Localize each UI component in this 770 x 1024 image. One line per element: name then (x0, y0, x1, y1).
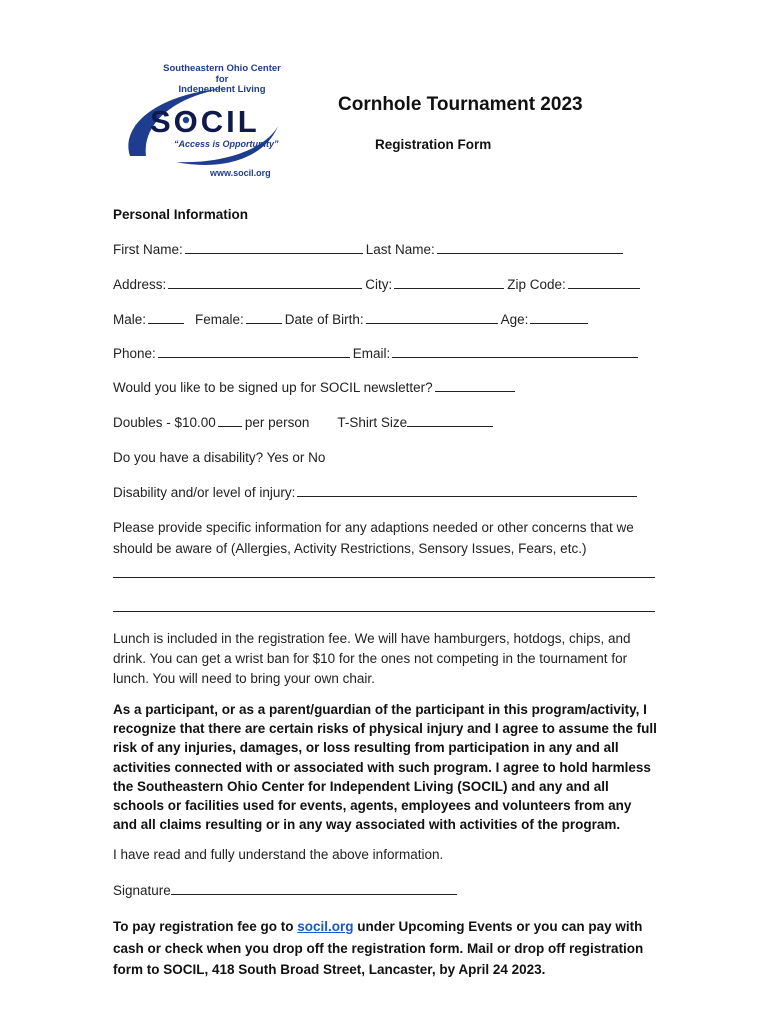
address-field[interactable] (168, 276, 362, 289)
socil-logo (116, 64, 282, 184)
zip-field[interactable] (568, 276, 640, 289)
city-field[interactable] (394, 276, 504, 289)
age-label: Age: (500, 312, 529, 327)
liability-waiver: As a participant, or as a parent/guardian of the participant in this program/activity, I recognize that there are certain risks of physical injury and I agree to assume the full risk of any injuries, damages, or loss resulting from participation in any and all activities connected with or associated with such program. I agree to hold harmless the Southeastern Ohio Center for Independent Living (SOCIL) and any and all schools or facilities used for events, agents, employees and volunteers from any and all claims resulting or in any way associated with activities of the program. (113, 702, 657, 833)
phone-field[interactable] (158, 345, 350, 358)
logo-org-line-3: Independent Living (178, 84, 266, 95)
first-name-label: First Name: (113, 242, 183, 257)
adaptions-answer-line-1[interactable] (113, 577, 655, 578)
first-name-field[interactable] (185, 241, 363, 254)
tshirt-label: T-Shirt Size (337, 415, 408, 430)
dob-field[interactable] (366, 311, 498, 324)
male-label: Male: (113, 312, 147, 327)
logo-org-line-2: for (215, 73, 229, 85)
logo-org-line-1: Southeastern Ohio Center (163, 63, 281, 74)
adaptions-answer-line-2[interactable] (113, 611, 655, 612)
signature-row (113, 882, 460, 898)
email-field[interactable] (392, 345, 638, 358)
signature-label: Signature (113, 883, 171, 898)
age-field[interactable] (530, 311, 588, 324)
last-name-field[interactable] (437, 241, 623, 254)
logo-wordmark: SOCIL (150, 104, 260, 139)
logo-url: www.socil.org (210, 168, 271, 178)
per-person-label: per person (244, 415, 310, 430)
female-field[interactable] (246, 311, 282, 324)
doubles-row (113, 414, 496, 430)
email-label: Email: (352, 346, 391, 361)
female-label: Female: (195, 312, 244, 327)
disability-question: Do you have a disability? Yes or No (113, 450, 326, 465)
address-label: Address: (113, 277, 167, 292)
logo-tagline: “Access is Opportunity” (174, 139, 279, 149)
demographics-row (113, 311, 591, 327)
doubles-label: Doubles - $10.00 (113, 415, 216, 430)
name-row (113, 241, 626, 257)
adaptions-prompt: Please provide specific information for any adaptions needed or other concerns that we should be aware of (Allergies, Activity Restrictions, Sensory Issues, Fears, etc.) (113, 520, 634, 556)
payment-text-end: under Upcoming Events or you can pay with cash or check when you drop off the registration form. Mail or drop off registration form to SOCIL, 418 South Broad Street, Lancaster, by April 24 2023. (113, 919, 644, 977)
tshirt-field[interactable] (407, 414, 493, 427)
disability-level-field[interactable] (297, 484, 637, 497)
signature-field[interactable] (171, 882, 457, 895)
payment-text-start: To pay registration fee go to (113, 919, 298, 934)
page-title: Cornhole Tournament 2023 (338, 94, 583, 115)
disability-level-label: Disability and/or level of injury: (113, 485, 296, 500)
newsletter-row (113, 379, 518, 395)
address-row (113, 276, 643, 292)
zip-label: Zip Code: (507, 277, 566, 292)
doubles-field[interactable] (218, 414, 242, 427)
dob-label: Date of Birth: (284, 312, 364, 327)
newsletter-label: Would you like to be signed up for SOCIL newsletter? (113, 380, 433, 395)
page-subtitle: Registration Form (375, 137, 492, 152)
logo-org-name (116, 64, 282, 96)
disability-level-row (113, 484, 640, 500)
lunch-info: Lunch is included in the registration fee. We will have hamburgers, hotdogs, chips, and drink. You can get a wrist ban for $10 for the ones not competing in the tournament for lunch. You will need to bring your own chair. (113, 631, 631, 686)
acknowledgement: I have read and fully understand the above information. (113, 847, 444, 862)
male-field[interactable] (148, 311, 184, 324)
city-label: City: (365, 277, 393, 292)
last-name-label: Last Name: (365, 242, 435, 257)
phone-label: Phone: (113, 346, 156, 361)
contact-row (113, 345, 641, 361)
section-heading: Personal Information (113, 207, 249, 222)
socil-link[interactable]: socil.org (297, 919, 354, 934)
newsletter-field[interactable] (435, 379, 515, 392)
payment-instructions (113, 916, 658, 981)
